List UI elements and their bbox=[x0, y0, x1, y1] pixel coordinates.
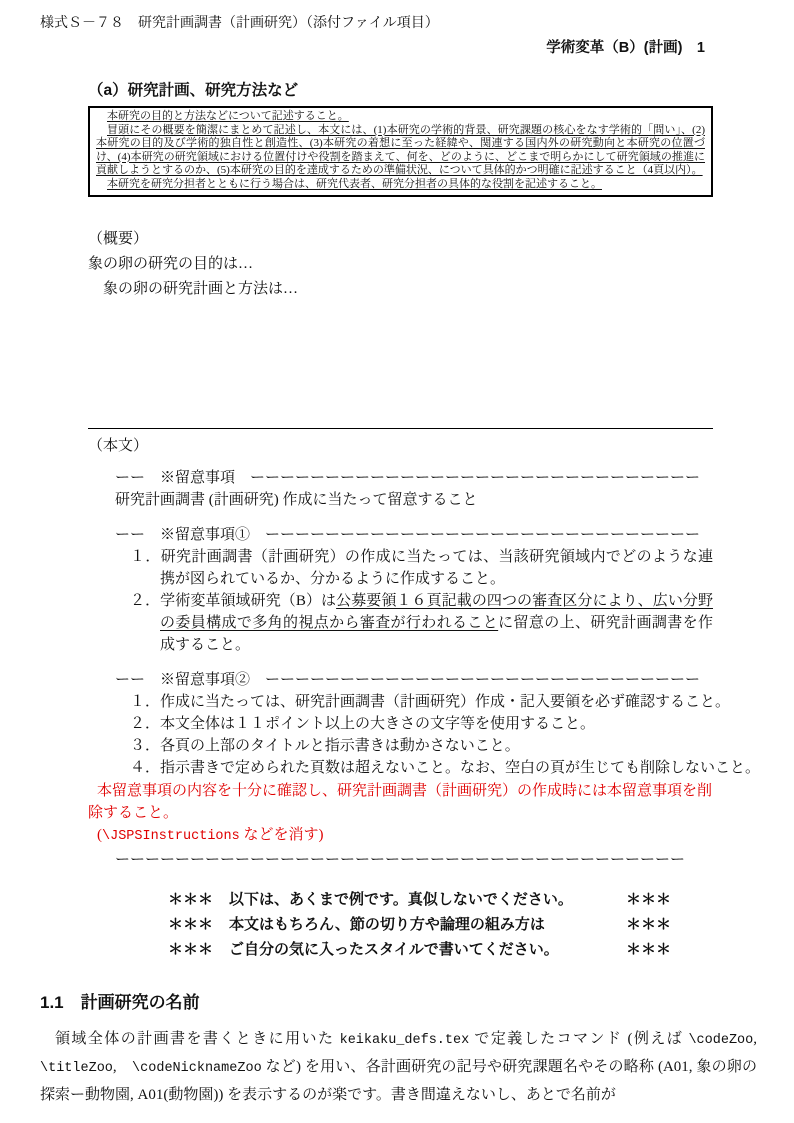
paragraph-text: など) を用い、各計画研究の記号や研究課題名やその略称 (A01, 象の卵の探索ー動物園, A01(動物園)) を表示するのが楽です。書き間違えないし、あとで名前が bbox=[40, 1059, 757, 1103]
asterisk-marker-left: ＊＊＊ bbox=[168, 891, 214, 908]
example-row-2-text: 本文はもちろん、節の切り方や論理の組み方は bbox=[229, 916, 545, 933]
summary-section bbox=[88, 227, 713, 302]
summary-label: （概要） bbox=[88, 231, 149, 247]
command-note-suffix: などを消す) bbox=[239, 827, 324, 843]
page-header-label: 学術変革（B）(計画) 1 bbox=[546, 40, 705, 56]
latex-command-text: \codeZoo bbox=[688, 1033, 754, 1048]
note1-item-1: １．研究計画調書（計画研究）の作成に当たっては、当該研究領域内でどのような連携が図られているか、分かるように作成すること。 bbox=[130, 549, 713, 587]
note1-item-2-underlined: 公募要領１６頁記載の四つの審査区分により、広い分野の委員構成で多角的視点から審査が行われること bbox=[160, 593, 713, 631]
instruction-paragraph-1: 本研究の目的と方法などについて記述すること。 bbox=[107, 110, 349, 122]
instruction-box bbox=[88, 106, 713, 197]
closing-dashes: ーーーーーーーーーーーーーーーーーーーーーーーーーーーーーーーーーーーーーー bbox=[115, 852, 686, 868]
example-row-2 bbox=[168, 912, 713, 937]
latex-command-text: \codeNicknameZoo bbox=[132, 1061, 262, 1076]
section-a-title: （a）研究計画、研究方法など bbox=[88, 82, 299, 99]
note2-dash-header: ーー ※留意事項② ーーーーーーーーーーーーーーーーーーーーーーーーーーーーー bbox=[115, 672, 701, 688]
example-disclaimer bbox=[168, 887, 713, 962]
paragraph-text: 領域全体の計画書を書くときに用いた bbox=[55, 1031, 340, 1047]
horizontal-rule bbox=[88, 428, 713, 429]
command-note-prefix: ( bbox=[97, 827, 102, 843]
vertical-space bbox=[115, 511, 713, 524]
paragraph-text: で定義したコマンド (例えば bbox=[469, 1031, 689, 1047]
latex-command-text: \JSPSInstructions bbox=[102, 829, 240, 844]
body-label: （本文） bbox=[88, 438, 149, 454]
asterisk-marker-left: ＊＊＊ bbox=[168, 941, 214, 958]
notes-dash-header: ーー ※留意事項 ーーーーーーーーーーーーーーーーーーーーーーーーーーーーーー bbox=[115, 470, 701, 486]
vertical-space bbox=[115, 656, 713, 669]
instruction-paragraph-2: 冒頭にその概要を簡潔にまとめて記述し、本文には、(1)本研究の学術的背景、研究課題の核心をなす学術的「問い」、(2)本研究の目的及び学術的独自性と創造性、(3)本研究の着想に至った経緯や、関連する国内外の研究動向と本研究の位置づけ、(4)本研究の研究領域における位置付けや役割を踏まえて、何を、どのように、どこまで明らかにして研究領域の推進に貢献しようとするのか、(5)本研究の目的を達成するための準備状況、について具体的かつ明確に記述すること（4頁以内）。 bbox=[96, 123, 705, 176]
section-a-block bbox=[88, 81, 761, 962]
empty-writing-space bbox=[88, 302, 713, 428]
notes-header-text: 研究計画調書 (計画研究) 作成に当たって留意すること bbox=[115, 492, 478, 508]
example-row-1 bbox=[168, 887, 713, 912]
example-row-3-text: ご自分の気に入ったスタイルで書いてください。 bbox=[229, 941, 559, 958]
example-row-3 bbox=[168, 937, 713, 962]
note2-item-1: １．作成に当たっては、研究計画調書（計画研究）作成・記入要領を必ず確認すること。 bbox=[130, 694, 731, 710]
tex-filename-text: keikaku_defs.tex bbox=[339, 1033, 470, 1048]
asterisk-marker-right: ＊＊＊ bbox=[626, 941, 672, 958]
paragraph-text: , bbox=[753, 1031, 757, 1047]
body-paragraph bbox=[40, 1026, 757, 1108]
summary-line-1: 象の卵の研究の目的は… bbox=[88, 256, 254, 272]
note2-item-3: ３．各頁の上部のタイトルと指示書きは動かさないこと。 bbox=[130, 738, 520, 754]
example-row-1-text: 以下は、あくまで例です。真似しないでください。 bbox=[229, 891, 573, 908]
asterisk-marker-right: ＊＊＊ bbox=[626, 916, 672, 933]
note1-item-2-prefix: ２．学術変革領域研究（B）は bbox=[130, 593, 337, 609]
note2-item-2: ２．本文全体は１１ポイント以上の大きさの文字等を使用すること。 bbox=[130, 716, 596, 732]
paragraph-text: , bbox=[112, 1059, 133, 1075]
summary-line-2: 象の卵の研究計画と方法は… bbox=[103, 281, 299, 297]
notes-block bbox=[115, 467, 761, 779]
note1-item-2 bbox=[115, 590, 713, 656]
delete-command-note bbox=[88, 824, 713, 848]
note1-dash-header: ーー ※留意事項① ーーーーーーーーーーーーーーーーーーーーーーーーーーーーー bbox=[115, 527, 701, 543]
asterisk-marker-right: ＊＊＊ bbox=[626, 891, 672, 908]
form-number: 様式Ｓ－７８ 研究計画調書（計画研究）（添付ファイル項目） bbox=[40, 16, 439, 31]
latex-command-text: \titleZoo bbox=[40, 1061, 113, 1076]
subsection-title: 1.1 計画研究の名前 bbox=[40, 993, 200, 1012]
delete-warning-text: 本留意事項の内容を十分に確認し、研究計画調書（計画研究）の作成時には本留意事項を削除すること。 bbox=[88, 783, 713, 821]
instruction-paragraph-3: 本研究を研究分担者とともに行う場合は、研究代表者、研究分担者の具体的な役割を記述すること。 bbox=[107, 177, 602, 190]
note2-item-4: ４．指示書きで定められた頁数は超えないこと。なお、空白の頁が生じても削除しないこと。 bbox=[130, 760, 761, 776]
asterisk-marker-left: ＊＊＊ bbox=[168, 916, 214, 933]
note1-item-2-suffix: に留意の上、研究計画調書を作成すること。 bbox=[160, 615, 713, 653]
